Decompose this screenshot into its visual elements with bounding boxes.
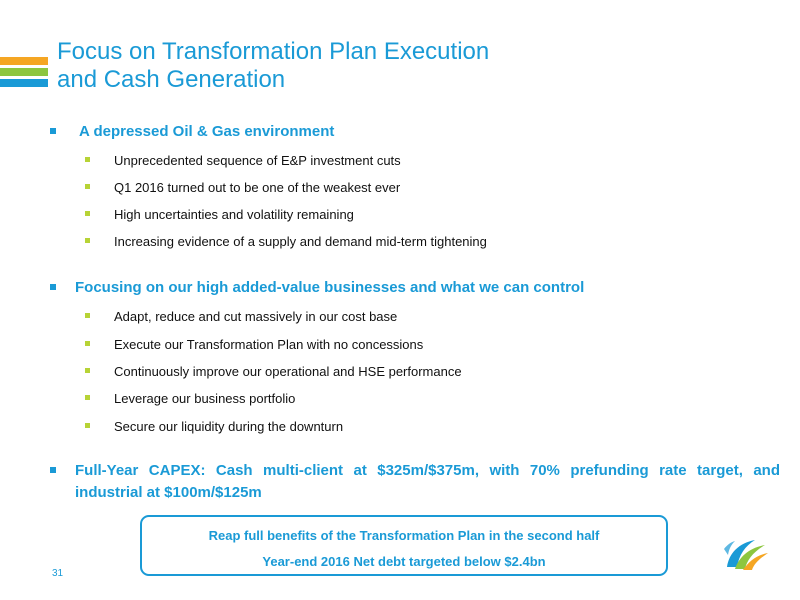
bullet-square-icon bbox=[85, 395, 90, 400]
section-heading-oil-gas bbox=[79, 123, 334, 140]
bullet-square-icon bbox=[85, 157, 90, 162]
list-item bbox=[114, 419, 343, 434]
title-line-2: and Cash Generation bbox=[57, 66, 286, 93]
bullet-square-icon bbox=[85, 423, 90, 428]
company-logo-icon bbox=[721, 533, 769, 573]
list-item bbox=[114, 207, 354, 222]
bullet-square-icon bbox=[85, 238, 90, 243]
list-item bbox=[114, 391, 295, 406]
list-item-text: Leverage our business portfolio bbox=[114, 391, 296, 406]
list-item bbox=[114, 364, 462, 379]
list-item-text: Unprecedented sequence of E&P investment cuts bbox=[114, 153, 401, 168]
list-item-text: Continuously improve our operational and HSE performance bbox=[114, 364, 462, 379]
list-item-text: Q1 2016 turned out to be one of the weakest ever bbox=[114, 180, 401, 195]
bullet-square-icon bbox=[85, 368, 90, 373]
list-item-text: Increasing evidence of a supply and demand mid-term tightening bbox=[114, 234, 487, 249]
callout-line-2: Year-end 2016 Net debt targeted below $2.4bn bbox=[262, 554, 546, 569]
key-message-callout bbox=[140, 515, 668, 576]
bullet-square-icon bbox=[50, 467, 56, 473]
list-item-text: High uncertainties and volatility remaining bbox=[114, 207, 354, 222]
list-item bbox=[114, 309, 397, 324]
section-heading-capex bbox=[75, 460, 780, 504]
list-item bbox=[114, 234, 487, 249]
bullet-square-icon bbox=[85, 211, 90, 216]
section-heading-text: A depressed Oil & Gas environment bbox=[79, 123, 335, 140]
bullet-square-icon bbox=[85, 341, 90, 346]
page-number: 31 bbox=[52, 568, 64, 579]
section-heading-text: Focusing on our high added-value businesses and what we can control bbox=[75, 279, 585, 296]
list-item-text: Execute our Transformation Plan with no concessions bbox=[114, 337, 424, 352]
callout-line-1: Reap full benefits of the Transformation Plan in the second half bbox=[208, 528, 600, 543]
list-item bbox=[114, 337, 423, 352]
list-item-text: Adapt, reduce and cut massively in our cost base bbox=[114, 309, 398, 324]
bullet-square-icon bbox=[85, 313, 90, 318]
section-heading-focus bbox=[75, 279, 584, 296]
list-item bbox=[114, 153, 401, 168]
bullet-square-icon bbox=[50, 284, 56, 290]
bullet-square-icon bbox=[85, 184, 90, 189]
title-line-1: Focus on Transformation Plan Execution bbox=[57, 38, 490, 65]
section-heading-text: Full-Year CAPEX: Cash multi-client at $325m/$375m, with 70% prefunding rate target, and industrial at $100m/$125m bbox=[75, 462, 780, 501]
list-item-text: Secure our liquidity during the downturn bbox=[114, 419, 344, 434]
list-item bbox=[114, 180, 400, 195]
bullet-square-icon bbox=[50, 128, 56, 134]
